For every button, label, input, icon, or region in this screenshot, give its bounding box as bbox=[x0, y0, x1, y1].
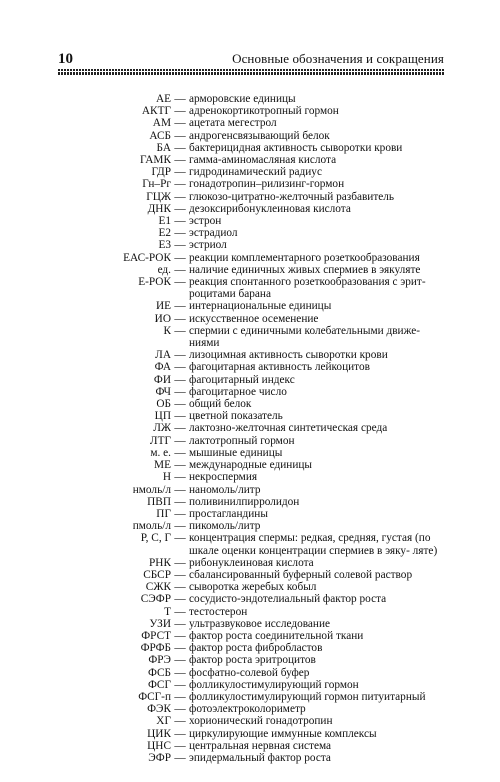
abbreviation-entry bbox=[0, 374, 500, 386]
em-dash: — bbox=[174, 605, 186, 618]
abbreviation-term: АМ bbox=[152, 117, 171, 130]
abbreviation-entry bbox=[0, 532, 500, 556]
em-dash: — bbox=[174, 422, 186, 435]
abbreviation-definition: поливинилпирролидон bbox=[189, 495, 300, 508]
abbreviation-entry bbox=[0, 117, 500, 129]
abbreviation-definition: гонадотропин–рилизинг-гормон bbox=[189, 178, 345, 191]
abbreviation-entry bbox=[0, 496, 500, 508]
abbreviation-definition: реакции комплементарного розеткообразования bbox=[189, 251, 420, 264]
abbreviation-entry bbox=[0, 508, 500, 520]
em-dash: — bbox=[174, 276, 186, 289]
abbreviation-entry bbox=[0, 313, 500, 325]
abbreviation-term: ПГ bbox=[156, 507, 171, 520]
em-dash: — bbox=[174, 263, 186, 276]
abbreviation-entry bbox=[0, 215, 500, 227]
abbreviation-entry bbox=[0, 667, 500, 679]
abbreviation-definition: фосфатно-солевой буфер bbox=[189, 666, 310, 679]
abbreviation-definition: адренокортикотропный гормон bbox=[189, 105, 339, 118]
abbreviation-definition: ацетата мегестрол bbox=[189, 117, 277, 130]
abbreviation-entry bbox=[0, 679, 500, 691]
abbreviation-entry bbox=[0, 484, 500, 496]
abbreviation-term: ОБ bbox=[156, 398, 171, 411]
abbreviation-term: ЭФР bbox=[148, 751, 171, 764]
em-dash: — bbox=[174, 215, 186, 228]
em-dash: — bbox=[174, 190, 186, 203]
abbreviation-term: УЗИ bbox=[149, 617, 171, 630]
abbreviation-definition: наномоль/литр bbox=[189, 483, 261, 496]
abbreviation-term: нмоль/л bbox=[132, 483, 171, 496]
em-dash: — bbox=[174, 361, 186, 374]
abbreviation-term: ДНК bbox=[147, 202, 171, 215]
abbreviation-term: ЕАС-РОК bbox=[123, 251, 171, 264]
em-dash: — bbox=[174, 117, 186, 130]
abbreviation-term: ЛЖ bbox=[153, 422, 171, 435]
abbreviation-term: ЦП bbox=[154, 410, 171, 423]
em-dash: — bbox=[174, 105, 186, 118]
abbreviation-term: БА bbox=[156, 141, 171, 154]
abbreviation-definition: фолликулостимулирующий гормон питуитарный bbox=[189, 690, 426, 703]
abbreviation-definition: некроспермия bbox=[189, 471, 258, 484]
abbreviation-definition: фактор роста фибробластов bbox=[189, 642, 323, 655]
abbreviation-definition: фотоэлектроколориметр bbox=[189, 703, 306, 716]
em-dash: — bbox=[174, 166, 186, 179]
abbreviation-entry bbox=[0, 557, 500, 569]
abbreviation-term: Е2 bbox=[158, 227, 171, 240]
abbreviation-entry bbox=[0, 105, 500, 117]
em-dash: — bbox=[174, 251, 186, 264]
abbreviation-term: ФИ bbox=[153, 373, 171, 386]
em-dash: — bbox=[174, 715, 186, 728]
abbreviation-term: ФСГ bbox=[148, 678, 171, 691]
abbreviation-term: ЛТГ bbox=[149, 434, 171, 447]
abbreviation-definition: хорионический гонадотропин bbox=[189, 715, 333, 728]
abbreviation-entry bbox=[0, 154, 500, 166]
abbreviation-term: ФСБ bbox=[148, 666, 171, 679]
abbreviation-entry bbox=[0, 459, 500, 471]
abbreviation-definition: концентрация спермы: редкая, средняя, густая (по шкале оценки концентрации спермиев в эяку- ляте) bbox=[189, 532, 438, 557]
em-dash: — bbox=[174, 483, 186, 496]
em-dash: — bbox=[174, 471, 186, 484]
abbreviation-entry bbox=[0, 642, 500, 654]
abbreviation-definition: сыворотка жеребых кобыл bbox=[189, 581, 317, 594]
em-dash: — bbox=[174, 520, 186, 533]
abbreviation-definition: фагоцитарный индекс bbox=[189, 373, 295, 386]
em-dash: — bbox=[174, 495, 186, 508]
abbreviation-term: ФРЭ bbox=[148, 654, 171, 667]
abbreviation-entry bbox=[0, 435, 500, 447]
em-dash: — bbox=[174, 532, 186, 545]
abbreviation-entry bbox=[0, 398, 500, 410]
em-dash: — bbox=[174, 129, 186, 142]
em-dash: — bbox=[174, 434, 186, 447]
em-dash: — bbox=[174, 654, 186, 667]
abbreviation-entry bbox=[0, 410, 500, 422]
abbreviation-term: СЭФР bbox=[140, 593, 171, 606]
abbreviation-term: Н bbox=[162, 471, 171, 484]
abbreviation-entry bbox=[0, 142, 500, 154]
abbreviation-definition: интернациональные единицы bbox=[189, 300, 332, 313]
abbreviation-entry bbox=[0, 276, 500, 300]
abbreviation-term: ФЭК bbox=[147, 703, 171, 716]
abbreviation-entry bbox=[0, 93, 500, 105]
abbreviation-term: ГДР bbox=[151, 166, 171, 179]
abbreviation-definition: ультразвуковое исследование bbox=[189, 617, 331, 630]
em-dash: — bbox=[174, 398, 186, 411]
abbreviation-list bbox=[0, 93, 500, 764]
em-dash: — bbox=[174, 666, 186, 679]
abbreviation-term: Р, С, Г bbox=[140, 532, 171, 545]
abbreviation-term: ГЦЖ bbox=[146, 190, 171, 203]
abbreviation-definition: наличие единичных живых спермиев в эякуляте bbox=[189, 263, 421, 276]
abbreviation-definition: сбалансированный буферный солевой раствор bbox=[189, 568, 413, 581]
abbreviation-term: К bbox=[163, 324, 171, 337]
page-number: 10 bbox=[58, 51, 73, 67]
abbreviation-definition: лизоцимная активность сыворотки крови bbox=[189, 349, 388, 362]
abbreviation-term: м. е. bbox=[150, 446, 171, 459]
em-dash: — bbox=[174, 227, 186, 240]
abbreviation-definition: фагоцитарная активность лейкоцитов bbox=[189, 361, 370, 374]
abbreviation-definition: лактозно-желточная синтетическая среда bbox=[189, 422, 388, 435]
em-dash: — bbox=[174, 349, 186, 362]
em-dash: — bbox=[174, 703, 186, 716]
abbreviation-entry bbox=[0, 691, 500, 703]
abbreviation-term: ФА bbox=[154, 361, 171, 374]
abbreviation-term: Т bbox=[164, 605, 171, 618]
abbreviation-entry bbox=[0, 325, 500, 349]
abbreviation-entry bbox=[0, 752, 500, 764]
em-dash: — bbox=[174, 617, 186, 630]
abbreviation-term: ХГ bbox=[156, 715, 171, 728]
abbreviation-term: СЖК bbox=[145, 581, 171, 594]
abbreviation-entry bbox=[0, 227, 500, 239]
em-dash: — bbox=[174, 202, 186, 215]
abbreviation-definition: цветной показатель bbox=[189, 410, 283, 423]
abbreviation-entry bbox=[0, 703, 500, 715]
abbreviation-entry bbox=[0, 520, 500, 532]
abbreviation-entry bbox=[0, 386, 500, 398]
abbreviation-term: ПВП bbox=[147, 495, 171, 508]
abbreviation-definition: лактотропный гормон bbox=[189, 434, 295, 447]
abbreviation-term: ГАМК bbox=[139, 154, 171, 167]
em-dash: — bbox=[174, 629, 186, 642]
em-dash: — bbox=[174, 446, 186, 459]
abbreviation-definition: андрогенсвязывающий белок bbox=[189, 129, 330, 142]
abbreviation-entry bbox=[0, 252, 500, 264]
abbreviation-definition: эстриол bbox=[189, 239, 227, 252]
em-dash: — bbox=[174, 459, 186, 472]
abbreviation-entry bbox=[0, 264, 500, 276]
abbreviation-entry bbox=[0, 654, 500, 666]
abbreviation-term: ФРФБ bbox=[140, 642, 171, 655]
em-dash: — bbox=[174, 324, 186, 337]
abbreviation-definition: фагоцитарное число bbox=[189, 385, 287, 398]
abbreviation-term: пмоль/л bbox=[132, 520, 171, 533]
em-dash: — bbox=[174, 678, 186, 691]
abbreviation-term: ФСГ-п bbox=[138, 690, 171, 703]
abbreviation-term: Е1 bbox=[158, 215, 171, 228]
abbreviation-definition: фактор роста эритроцитов bbox=[189, 654, 316, 667]
abbreviation-definition: гидродинамический радиус bbox=[189, 166, 322, 179]
abbreviation-term: Гн–Рг bbox=[142, 178, 171, 191]
abbreviation-entry bbox=[0, 740, 500, 752]
abbreviation-term: ИО bbox=[154, 312, 171, 325]
em-dash: — bbox=[174, 154, 186, 167]
em-dash: — bbox=[174, 385, 186, 398]
abbreviation-entry bbox=[0, 606, 500, 618]
abbreviation-definition: дезоксирибонуклеиновая кислота bbox=[189, 202, 351, 215]
abbreviation-definition: тестостерон bbox=[189, 605, 248, 618]
abbreviation-term: ед. bbox=[157, 263, 171, 276]
abbreviation-entry bbox=[0, 471, 500, 483]
abbreviation-definition: простагландины bbox=[189, 507, 268, 520]
abbreviation-entry bbox=[0, 728, 500, 740]
abbreviation-definition: арморовские единицы bbox=[189, 93, 296, 105]
abbreviation-term: АЕ bbox=[155, 93, 171, 105]
abbreviation-entry bbox=[0, 569, 500, 581]
abbreviation-definition: фактор роста соединительной ткани bbox=[189, 629, 364, 642]
abbreviation-term: ИЕ bbox=[155, 300, 171, 313]
abbreviation-definition: фолликулостимулирующий гормон bbox=[189, 678, 359, 691]
abbreviation-definition: сосудисто-эндотелиальный фактор роста bbox=[189, 593, 387, 606]
abbreviation-definition: циркулирующие иммунные комплексы bbox=[189, 727, 377, 740]
em-dash: — bbox=[174, 568, 186, 581]
em-dash: — bbox=[174, 507, 186, 520]
abbreviation-entry bbox=[0, 191, 500, 203]
abbreviation-definition: бактерицидная активность сыворотки крови bbox=[189, 141, 403, 154]
em-dash: — bbox=[174, 300, 186, 313]
abbreviation-entry bbox=[0, 618, 500, 630]
em-dash: — bbox=[174, 410, 186, 423]
abbreviation-definition: эстрон bbox=[189, 215, 222, 228]
abbreviation-term: МЕ bbox=[154, 459, 171, 472]
abbreviation-term: ФЧ bbox=[155, 385, 171, 398]
abbreviation-definition: искусственное осеменение bbox=[189, 312, 319, 325]
page-header bbox=[58, 52, 444, 66]
abbreviation-definition: глюкозо-цитратно-желточный разбавитель bbox=[189, 190, 395, 203]
abbreviation-entry bbox=[0, 130, 500, 142]
abbreviation-entry bbox=[0, 593, 500, 605]
running-title: Основные обозначения и сокращения bbox=[232, 51, 444, 66]
em-dash: — bbox=[174, 373, 186, 386]
em-dash: — bbox=[174, 239, 186, 252]
abbreviation-definition: мышиные единицы bbox=[189, 446, 283, 459]
abbreviation-entry bbox=[0, 300, 500, 312]
abbreviation-definition: эстрадиол bbox=[189, 227, 238, 240]
abbreviation-definition: реакция спонтанного розеткообразования с эрит- роцитами барана bbox=[189, 276, 426, 301]
abbreviation-term: ЛА bbox=[155, 349, 171, 362]
em-dash: — bbox=[174, 556, 186, 569]
abbreviation-entry bbox=[0, 203, 500, 215]
em-dash: — bbox=[174, 93, 186, 105]
abbreviation-entry bbox=[0, 178, 500, 190]
abbreviation-definition: общий белок bbox=[189, 398, 252, 411]
abbreviation-definition: рибонуклеиновая кислота bbox=[189, 556, 314, 569]
abbreviation-term: АСБ bbox=[149, 129, 171, 142]
em-dash: — bbox=[174, 593, 186, 606]
em-dash: — bbox=[174, 739, 186, 752]
abbreviation-definition: центральная нервная система bbox=[189, 739, 332, 752]
abbreviation-definition: гамма-аминомасляная кислота bbox=[189, 154, 337, 167]
abbreviation-entry bbox=[0, 630, 500, 642]
abbreviation-term: Е-РОК bbox=[138, 276, 171, 289]
em-dash: — bbox=[174, 141, 186, 154]
abbreviation-entry bbox=[0, 447, 500, 459]
abbreviation-entry bbox=[0, 166, 500, 178]
em-dash: — bbox=[174, 751, 186, 764]
em-dash: — bbox=[174, 581, 186, 594]
em-dash: — bbox=[174, 312, 186, 325]
em-dash: — bbox=[174, 727, 186, 740]
abbreviation-definition: международные единицы bbox=[189, 459, 313, 472]
abbreviation-term: Е3 bbox=[158, 239, 171, 252]
abbreviation-term: ФРСТ bbox=[141, 629, 171, 642]
abbreviation-term: АКТГ bbox=[141, 105, 171, 118]
abbreviation-definition: эпидермальный фактор роста bbox=[189, 751, 331, 764]
abbreviation-entry bbox=[0, 361, 500, 373]
abbreviation-entry bbox=[0, 349, 500, 361]
abbreviation-term: СБСР bbox=[143, 568, 171, 581]
abbreviation-entry bbox=[0, 715, 500, 727]
header-rule bbox=[58, 69, 444, 75]
abbreviation-definition: пикомоль/литр bbox=[189, 520, 261, 533]
abbreviation-term: РНК bbox=[149, 556, 171, 569]
abbreviation-term: ЦИК bbox=[147, 727, 171, 740]
abbreviation-definition: спермии с единичными колебательными движе- ниями bbox=[189, 324, 421, 350]
abbreviation-term: ЦНС bbox=[147, 739, 171, 752]
abbreviation-entry bbox=[0, 422, 500, 434]
em-dash: — bbox=[174, 178, 186, 191]
em-dash: — bbox=[174, 642, 186, 655]
abbreviation-entry bbox=[0, 581, 500, 593]
abbreviation-entry bbox=[0, 239, 500, 251]
em-dash: — bbox=[174, 690, 186, 703]
